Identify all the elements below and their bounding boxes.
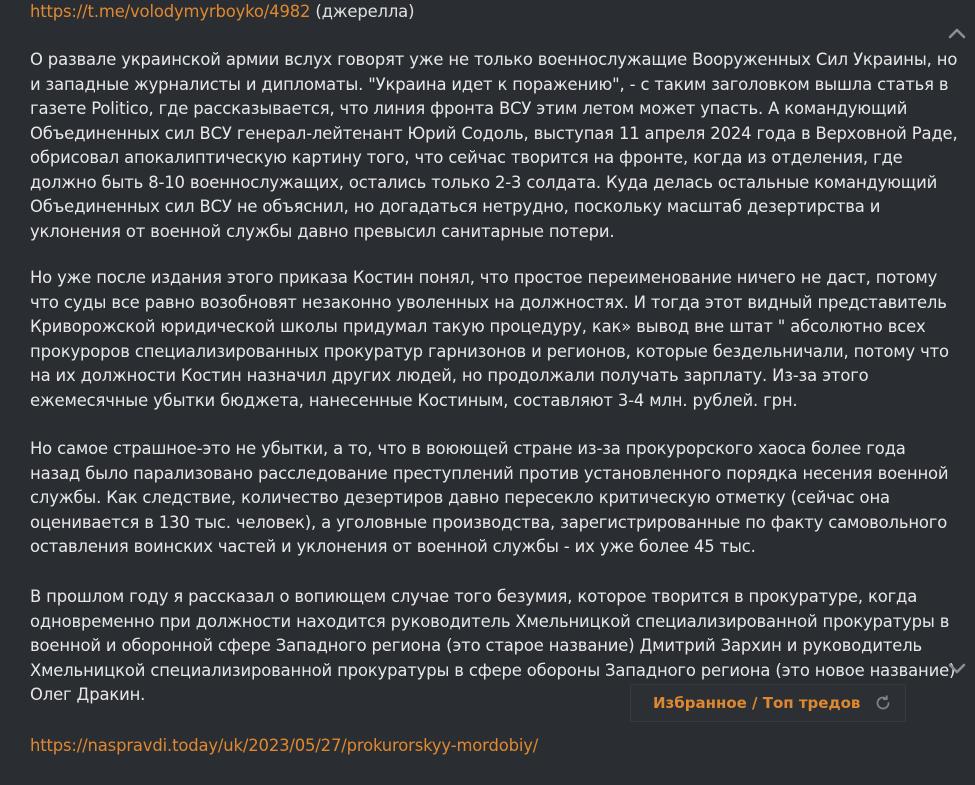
paragraph-2: Но уже после издания этого приказа Костин понял, что простое переименование ничего не даст, потому что суды все равно возобновят незаконно уволенных на должностях. И тогда этот видный представитель Криворожской юридической школы придумал такую процедуру, как» вывод вне штат " абсолютно всех прокуроров специализированных прокуратур гарнизонов и регионов, которые бездельничали, потому что на их должности Костин назначил других людей, но продолжали получать зарплату. Из-за этого ежемесячные убытки бюджета, нанесенные Костиным, составляют 3-4 млн. рублей. грн. xyxy=(30,268,949,410)
paragraph-1: О развале украинской армии вслух говорят уже не только военнослужащие Вооруженных Сил Украины, но и западные журналисты и дипломаты. "Украина идет к поражению", - с таким заголовком вышла статья в газете Politico, где рассказывается, что линия фронта ВСУ этим летом может упасть. А командующий Объединенных сил ВСУ генерал-лейтенант Юрий Содоль, выступая 11 апреля 2024 года в Верховной Раде, обрисовал апокалиптическую картину того, что сейчас творится на фронте, когда из отделения, где должно быть 8-10 военнослужащих, остались только 2-3 солдата. Куда делась остальные командующий Объединенных сил ВСУ не объяснил, но догадаться нетрудно, поскольку масштаб дезертирства и уклонения от военной службы давно превысил санитарные потери. xyxy=(30,50,958,241)
favorites-panel[interactable] xyxy=(630,684,906,722)
bottom-link-line xyxy=(30,734,538,759)
favorites-label[interactable]: Избранное / Топ тредов xyxy=(653,693,861,712)
scroll-up-button[interactable] xyxy=(945,22,969,46)
scroll-down-button[interactable] xyxy=(945,656,969,680)
refresh-icon[interactable] xyxy=(873,693,893,713)
paragraph-4: В прошлом году я рассказал о вопиющем случае того безумия, которое творится в прокуратуре, когда одновременно при должности находится руководитель Хмельницкой специализированной прокуратуры в военной и оборонной сфере Западного региона (это старое название) Дмитрий Зархин и руководитель Хмельницкой специализированной прокуратуры в сфере обороны Западного региона (это новое название) Олег Дракин. xyxy=(30,587,956,704)
source-note: (джерелла) xyxy=(315,2,415,21)
chevron-down-icon xyxy=(945,656,969,680)
source-line xyxy=(30,0,414,24)
paragraph-3: Но самое страшное-это не убытки, а то, что в воюющей стране из-за прокурорского хаоса более года назад было парализовано расследование преступлений против установленного порядка несения военной службы. Как следствие, количество дезертиров давно пересекло критическую отметку (сейчас она оценивается в 130 тыс. человек), а уголовные производства, зарегистрированные по факту самовольного оставления воинских частей и уклонения от военной службы - их уже более 45 тыс. xyxy=(30,439,949,556)
chevron-up-icon xyxy=(945,22,969,46)
article-link[interactable]: https://naspravdi.today/uk/2023/05/27/prokurorskyy-mordobiy/ xyxy=(30,736,539,755)
source-link[interactable]: https://t.me/volodymyrboyko/4982 xyxy=(30,2,311,21)
